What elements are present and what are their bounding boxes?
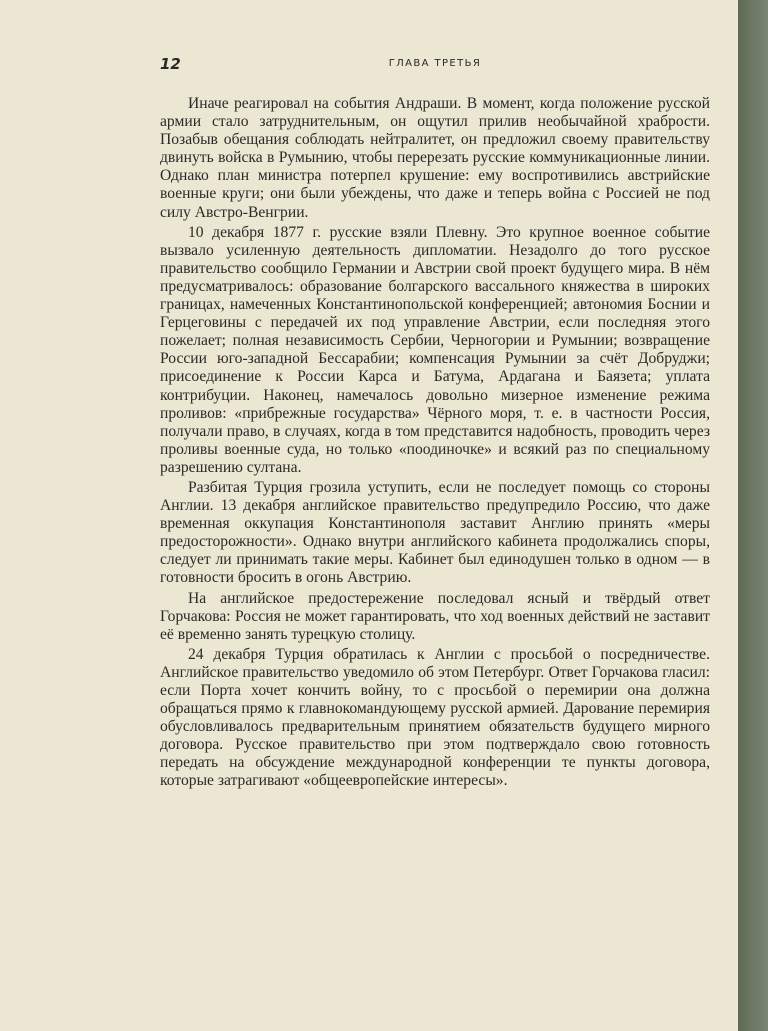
paragraph: 10 декабря 1877 г. русские взяли Плевну. Это крупное военное событие вызвало усиленную деятельность дипломатии. Незадолго до того русское правительство сообщило Германии и Австрии свой проект будущего мира. В нём предусматривалось: образование болгарского вассального княжества в широких границах, намеченных Константинопольской конференцией; автономия Боснии и Герцеговины с передачей их под управление Австрии, если последняя этого пожелает; полная независимость Сербии, Черногории и Румынии; возвращение России юго-западной Бессарабии; компенсация Румынии за счёт Добруджи; присоединение к России Карса и Батума, Ардагана и Баязета; уплата контрибуции. Наконец, намечалось довольно мизерное изменение режима проливов: «прибрежные государства» Чёрного моря, т. е. в частности Россия, получали право, в случаях, когда в том представится надобность, проводить через проливы военные суда, но только «поодиночке» и всякий раз по специальному разрешению султана.	[160, 223, 710, 476]
page-number: 12	[160, 55, 181, 73]
paragraph: Разбитая Турция грозила уступить, если не последует помощь со стороны Англии. 13 декабря английское правительство предупредило Россию, что даже временная оккупация Константинополя заставит Англию принять «меры предосторожности». Однако внутри английского кабинета продолжались споры, следует ли принимать такие меры. Кабинет был единодушен только в одном — в готовности бросить в огонь Австрию.	[160, 478, 710, 587]
body-text	[160, 95, 710, 793]
page-header	[160, 55, 710, 75]
paragraph: Иначе реагировал на события Андраши. В момент, когда положение русской армии стало затруднительным, он ощутил прилив необычайной храбрости. Позабыв обещания соблюдать нейтралитет, он предложил своему правительству двинуть войска в Румынию, чтобы перерезать русские коммуникационные линии. Однако план министра потерпел крушение: ему воспротивились австрийские военные круги; они были убеждены, что даже и теперь война с Россией не под силу Австро-Венгрии.	[160, 95, 710, 221]
running-head: ГЛАВА ТРЕТЬЯ	[388, 58, 482, 69]
scan-background-edge	[738, 0, 768, 1031]
paragraph: На английское предостережение последовал ясный и твёрдый ответ Горчакова: Россия не может гарантировать, что ход военных действий не заставит её временно занять турецкую столицу.	[160, 589, 710, 643]
paragraph: 24 декабря Турция обратилась к Англии с просьбой о посредничестве. Английское правительство уведомило об этом Петербург. Ответ Горчакова гласил: если Порта хочет кончить войну, то с просьбой о перемирии она должна обращаться прямо к главнокомандующему русской армией. Дарование перемирия обусловливалось предварительным принятием обязательств будущего мирного договора. Русское правительство при этом подтверждало свою готовность передать на обсуждение международной конференции те пункты договора, которые затрагивают «общеевропейские интересы».	[160, 645, 710, 790]
